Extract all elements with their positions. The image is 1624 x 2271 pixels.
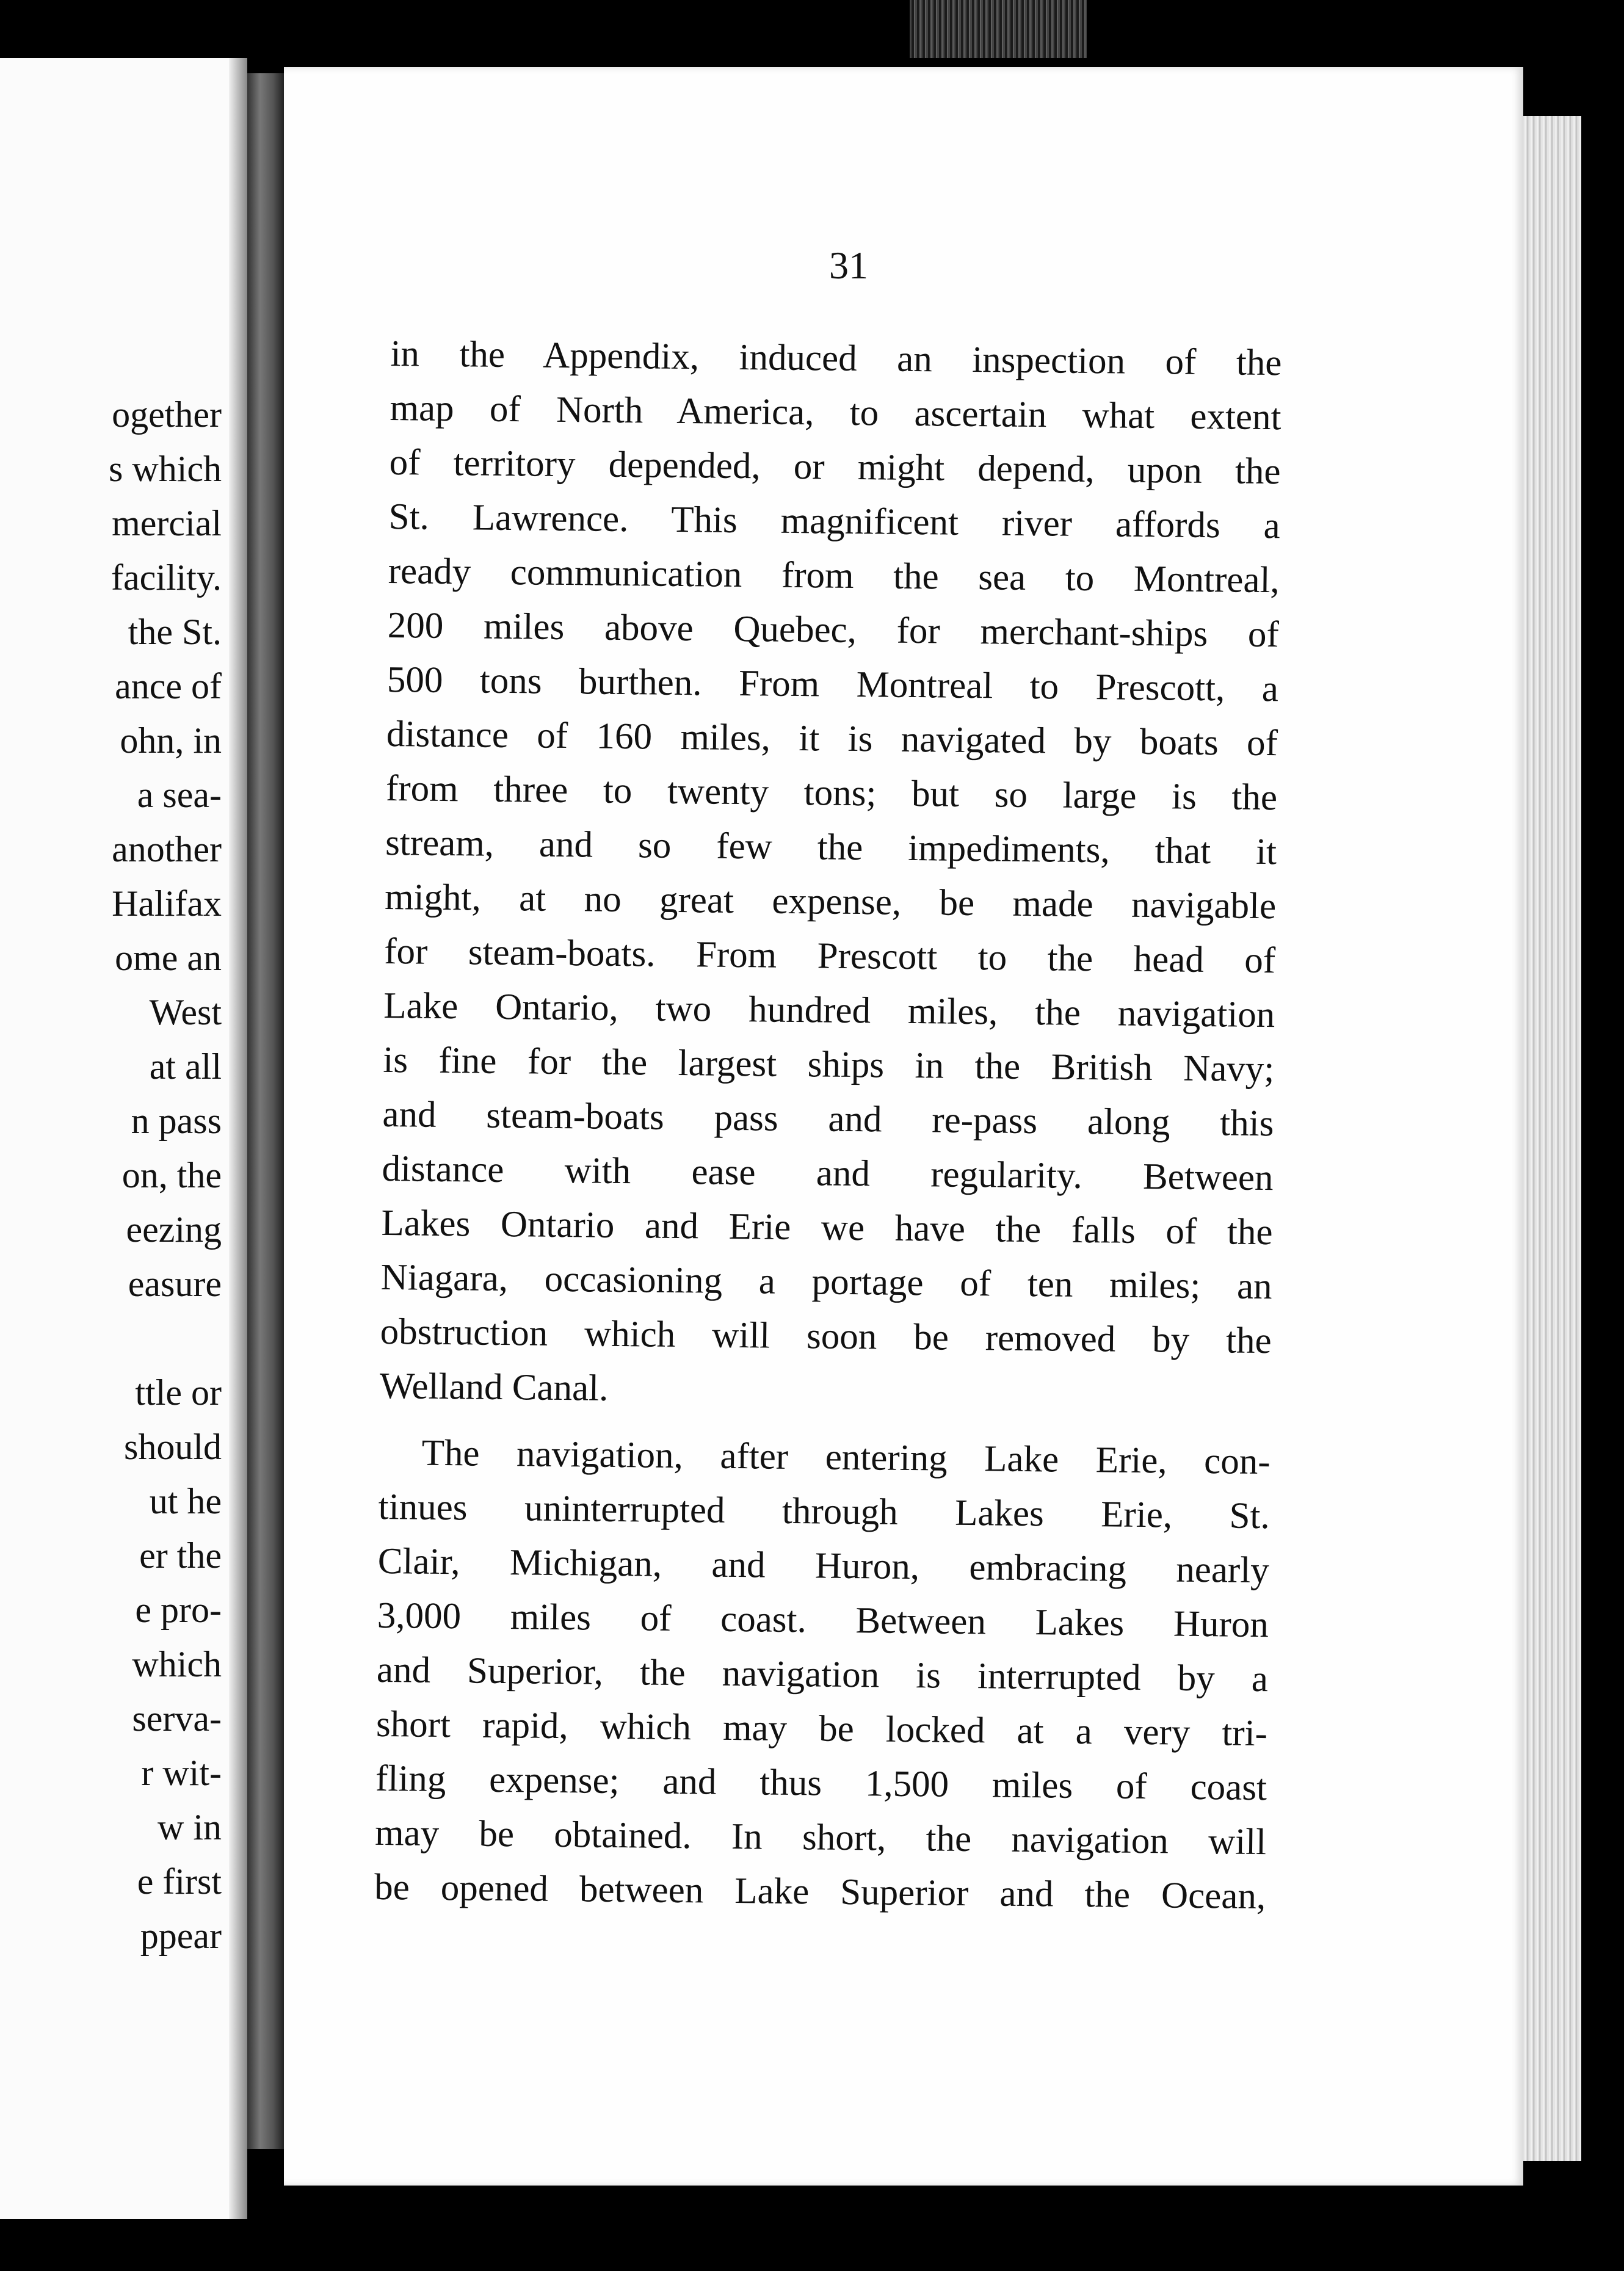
text-line: from three to twenty tons; but so large is the: [385, 767, 1278, 819]
text-line: stream, and so few the impediments, that it: [385, 822, 1277, 873]
text-line: fling expense; and thus 1,500 miles of coast: [375, 1758, 1267, 1809]
text-line: might, at no great expense, be made navigable: [384, 876, 1277, 927]
text-line: Clair, Michigan, and Huron, embracing nearly: [377, 1540, 1270, 1592]
left-text-line: ome an: [115, 938, 222, 978]
text-line: St. Lawrence. This magnificent river affords a: [388, 496, 1281, 547]
left-text-line: ttle or: [135, 1372, 222, 1413]
text-line: short rapid, which may be locked at a very tri-: [375, 1703, 1268, 1755]
text-line: Welland Canal.: [379, 1365, 609, 1409]
text-line: The navigation, after entering Lake Erie, con-: [421, 1432, 1271, 1483]
text-line: for steam-boats. From Prescott to the head of: [383, 930, 1276, 982]
page-number: 31: [829, 244, 868, 287]
paragraph-2: [374, 1425, 1271, 1924]
paragraph-1: [379, 327, 1282, 1422]
book-binding: [247, 73, 284, 2149]
text-line: 3,000 miles of coast. Between Lakes Huron: [377, 1595, 1269, 1646]
left-text-line: Halifax: [112, 883, 222, 924]
left-text-line: eezing: [126, 1209, 222, 1250]
left-text-line: [0, 1311, 222, 1366]
left-text-line: n pass: [131, 1101, 222, 1141]
text-line: may be obtained. In short, the navigation will: [374, 1812, 1267, 1863]
text-line: 200 miles above Quebec, for merchant-ships of: [387, 604, 1280, 656]
left-text-line: facility.: [111, 557, 222, 598]
left-text-line: on, the: [121, 1155, 222, 1195]
left-text-line: at all: [149, 1046, 222, 1087]
left-text-line: e first: [137, 1861, 222, 1902]
text-line: of territory depended, or might depend, upon the: [389, 441, 1281, 493]
left-text-line: a sea-: [137, 775, 222, 815]
text-line: obstruction which will soon be removed by the: [380, 1311, 1272, 1362]
left-text-line: serva-: [132, 1698, 222, 1739]
left-text-line: West: [149, 992, 222, 1032]
left-text-line: ut he: [149, 1481, 222, 1521]
text-line: tinues uninterrupted through Lakes Erie, St.: [378, 1486, 1271, 1537]
text-line: Lake Ontario, two hundred miles, the navigation: [383, 985, 1275, 1036]
text-line: in the Appendix, induced an inspection of the: [390, 333, 1282, 384]
text-line: and Superior, the navigation is interrupted by a: [376, 1649, 1269, 1700]
text-line: map of North America, to ascertain what extent: [390, 387, 1281, 438]
left-text-line: should: [123, 1427, 222, 1467]
gutter-shadow: [229, 58, 247, 2219]
left-text-line: ance of: [115, 666, 222, 706]
left-text-line: ohn, in: [120, 720, 222, 761]
text-line: Lakes Ontario and Erie we have the falls of the: [381, 1202, 1273, 1253]
left-facing-page: [0, 58, 247, 2219]
text-line: is fine for the largest ships in the British Navy;: [383, 1039, 1275, 1090]
left-text-line: ogether: [112, 394, 222, 435]
scan-artifact: [910, 0, 1087, 58]
page-body-text: [374, 327, 1282, 1924]
text-line: ready communication from the sea to Montreal,: [388, 550, 1280, 601]
text-line: distance with ease and regularity. Between: [382, 1148, 1274, 1199]
text-line: Niagara, occasioning a portage of ten miles; an: [380, 1256, 1272, 1308]
left-text-line: e pro-: [135, 1590, 222, 1630]
left-text-line: the St.: [128, 612, 222, 652]
left-text-line: r wit-: [141, 1753, 222, 1793]
left-text-line: mercial: [112, 503, 222, 543]
left-text-line: w in: [158, 1807, 222, 1847]
page-edges: [1523, 116, 1581, 2161]
left-text-line: another: [112, 829, 222, 869]
left-text-line: easure: [128, 1264, 222, 1304]
text-line: distance of 160 miles, it is navigated by boats of: [386, 713, 1278, 764]
left-text-line: er the: [139, 1535, 222, 1576]
text-line: and steam-boats pass and re-pass along this: [382, 1093, 1274, 1145]
left-text-line: s which: [109, 449, 222, 489]
left-page-text: [0, 388, 222, 1963]
left-text-line: ppear: [140, 1916, 222, 1956]
text-line: be opened between Lake Superior and the Ocean,: [374, 1866, 1266, 1918]
left-text-line: which: [132, 1644, 222, 1684]
text-line: 500 tons burthen. From Montreal to Prescott, a: [386, 659, 1279, 710]
